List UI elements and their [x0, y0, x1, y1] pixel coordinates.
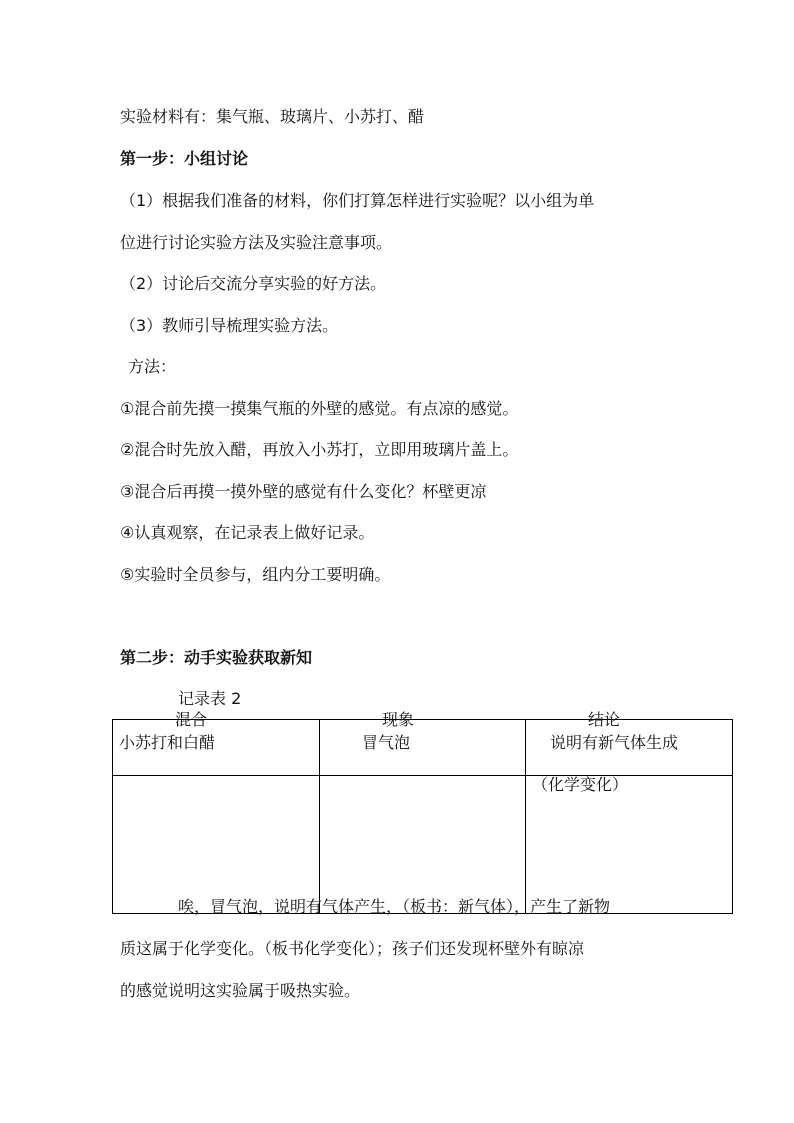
step1-title: 第一步：小组讨论 [120, 149, 249, 168]
conclusion-line-2: （化学变化） [532, 775, 629, 794]
step1-item-1: （1）根据我们准备的材料，你们打算怎样进行实验呢？以小组为单 [120, 191, 595, 210]
cell-phenomenon [320, 733, 526, 914]
method-item-3: ③混合后再摸一摸外壁的感觉有什么变化？杯壁更凉 [120, 482, 487, 501]
summary-line-2: 质这属于化学变化。（板书化学变化）；孩子们还发现杯壁外有晾凉 [120, 939, 585, 958]
step2-title: 第二步：动手实验获取新知 [120, 648, 313, 667]
materials-line: 实验材料有：集气瓶、玻璃片、小苏打、醋 [120, 107, 425, 126]
table-row [113, 776, 733, 914]
record-table [112, 710, 733, 914]
method-item-5: ⑤实验时全员参与，组内分工要明确。 [120, 565, 391, 584]
step1-item-1-continued: 位进行讨论实验方法及实验注意事项。 [120, 233, 393, 252]
step1-item-2: （2）讨论后交流分享实验的好方法。 [120, 274, 387, 293]
method-item-2: ②混合时先放入醋，再放入小苏打，立即用玻璃片盖上。 [120, 440, 519, 459]
header-phenomenon-label: 现象 [382, 710, 415, 729]
method-item-1: ①混合前先摸一摸集气瓶的外壁的感觉。有点凉的感觉。 [120, 399, 519, 418]
cell-conclusion [526, 733, 733, 914]
summary-line-1: 唉，冒气泡，说明有气体产生，（板书：新气体），产生了新物 [178, 897, 611, 916]
summary-line-3: 的感觉说明这实验属于吸热实验。 [120, 981, 361, 1000]
step1-item-3: （3）教师引导梳理实验方法。 [120, 316, 339, 335]
method-item-4: ④认真观察，在记录表上做好记录。 [120, 523, 375, 542]
mix-value: 小苏打和白醋 [119, 733, 216, 752]
conclusion-line-1: 说明有新气体生成 [550, 733, 679, 752]
cell-mix [113, 733, 320, 914]
table-caption: 记录表 2 [178, 689, 242, 708]
phenomenon-value: 冒气泡 [362, 733, 411, 752]
header-mix-label: 混合 [175, 710, 208, 729]
header-conclusion-label: 结论 [588, 710, 621, 729]
method-label: 方法： [128, 357, 177, 376]
